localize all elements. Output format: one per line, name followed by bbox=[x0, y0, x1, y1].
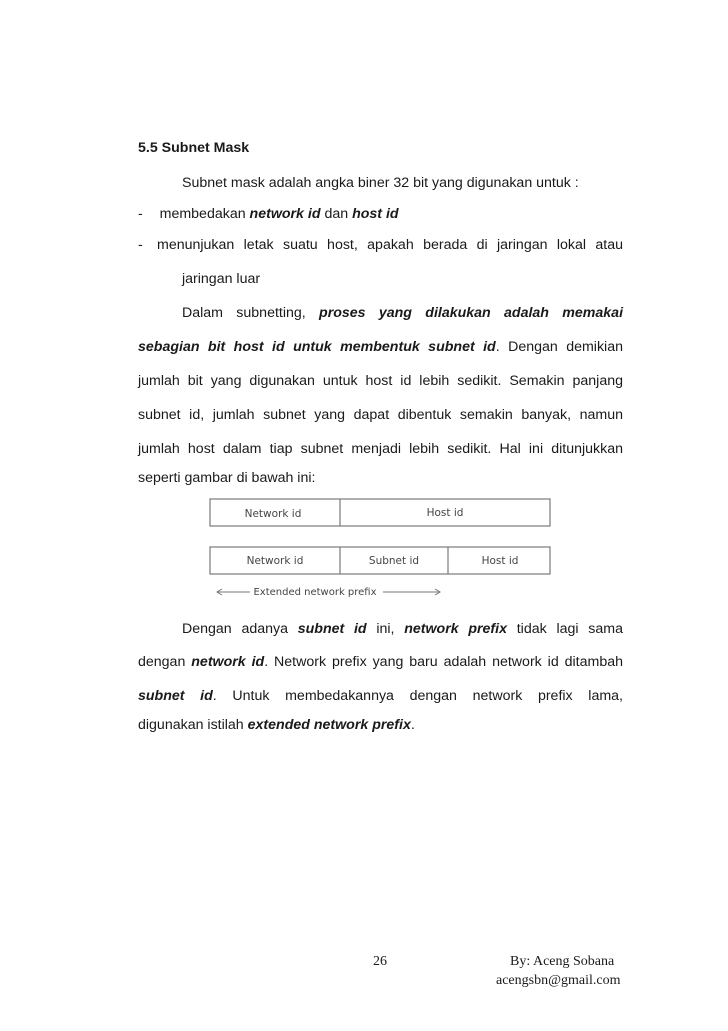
emphasis-text: subnet id bbox=[297, 621, 367, 637]
bullet-item bbox=[138, 205, 399, 223]
paragraph-line: jumlah bit yang digunakan untuk host id lebih sedikit. Semakin panjang bbox=[138, 373, 623, 389]
paragraph-line bbox=[138, 338, 623, 356]
row1-host-label: Host id bbox=[426, 507, 464, 519]
emphasis-text: subnet id bbox=[138, 688, 213, 704]
page-number: 26 bbox=[373, 954, 387, 969]
emphasis-text: proses yang dilakukan adalah memakai bbox=[319, 305, 624, 321]
emphasis-text: network id bbox=[191, 654, 265, 670]
bullet-text: membedakan bbox=[159, 206, 250, 222]
paragraph-line bbox=[182, 620, 623, 638]
intro-text: Subnet mask adalah angka biner 32 bit yang digunakan untuk : bbox=[182, 175, 579, 191]
row2-host-label: Host id bbox=[481, 555, 519, 567]
paragraph-text: Dengan adanya bbox=[182, 621, 298, 637]
paragraph-text: . bbox=[410, 717, 415, 733]
bullet-text-continued: jaringan luar bbox=[182, 271, 261, 287]
emphasis-text: sebagian bit host id untuk membentuk subnet id bbox=[138, 339, 496, 355]
paragraph-text: dengan bbox=[138, 654, 192, 670]
extended-prefix-label: Extended network prefix bbox=[253, 587, 377, 598]
paragraph-text: digunakan istilah bbox=[138, 717, 248, 733]
paragraph-line: jumlah host dalam tiap subnet menjadi lebih sedikit. Hal ini ditunjukkan bbox=[138, 441, 623, 457]
paragraph-line bbox=[138, 687, 623, 705]
emphasis-text: host id bbox=[352, 206, 399, 222]
emphasis-text: network id bbox=[249, 206, 321, 222]
bullet-dash: - bbox=[138, 206, 143, 222]
subnet-mask-figure bbox=[205, 493, 555, 605]
row2-network-label: Network id bbox=[246, 555, 304, 567]
bullet-text: menunjukan letak suatu host, apakah berada di jaringan lokal atau bbox=[157, 237, 623, 253]
paragraph-line: subnet id, jumlah subnet yang dapat dibentuk semakin banyak, namun bbox=[138, 407, 623, 423]
paragraph-line bbox=[182, 304, 623, 322]
paragraph-text: ini, bbox=[366, 621, 405, 637]
paragraph-text: . Untuk membedakannya dengan network prefix lama, bbox=[212, 688, 623, 704]
emphasis-text: extended network prefix bbox=[247, 717, 411, 733]
paragraph-line bbox=[138, 653, 623, 671]
emphasis-text: network prefix bbox=[404, 621, 507, 637]
paragraph-text: . Dengan demikian bbox=[495, 339, 623, 355]
author-email: acengsbn@gmail.com bbox=[496, 973, 621, 988]
paragraph-line: seperti gambar di bawah ini: bbox=[138, 470, 316, 486]
paragraph-line bbox=[138, 716, 415, 734]
paragraph-text: tidak lagi sama bbox=[507, 621, 623, 637]
author-name: By: Aceng Sobana bbox=[510, 954, 615, 969]
bullet-text: dan bbox=[320, 206, 353, 222]
bullet-dash: - bbox=[138, 237, 143, 253]
row1-network-label: Network id bbox=[244, 508, 302, 520]
section-heading: 5.5 Subnet Mask bbox=[138, 140, 250, 156]
paragraph-text: Dalam subnetting, bbox=[182, 305, 320, 321]
paragraph-text: . Network prefix yang baru adalah network id ditambah bbox=[264, 654, 623, 670]
row2-subnet-label: Subnet id bbox=[368, 555, 420, 567]
